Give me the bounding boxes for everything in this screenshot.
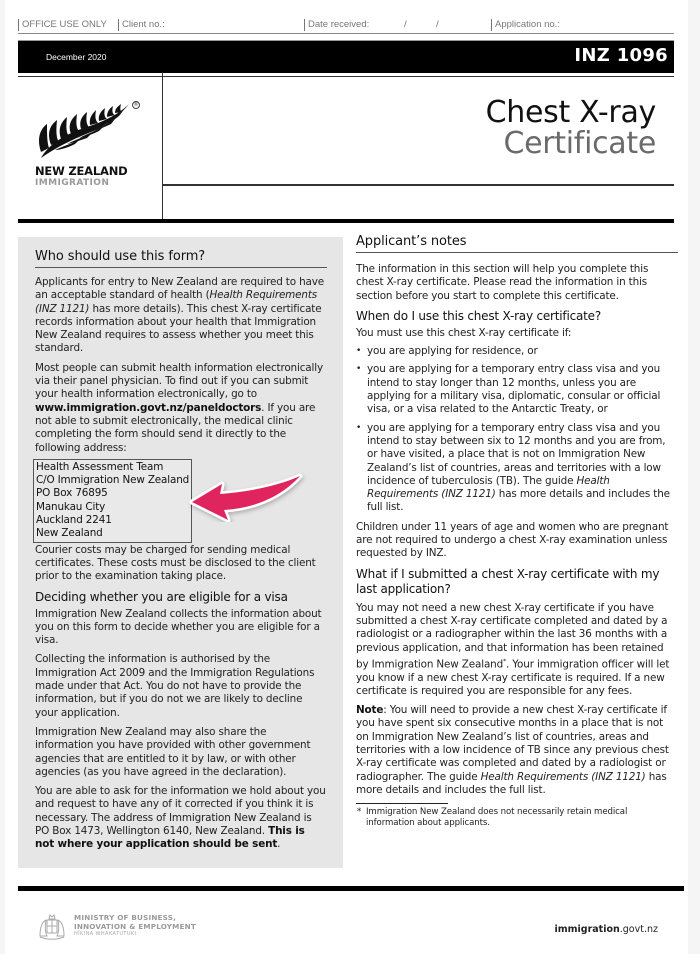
header-divider bbox=[18, 76, 674, 77]
mbie-line-1: MINISTRY OF BUSINESS, bbox=[74, 913, 177, 922]
mbie-line-3: HĪKINA WHAKATUTUKI bbox=[74, 931, 137, 937]
children-exemption-paragraph: Children under 11 years of age and women who are pregnant are not required to undergo a chest X-ray examination unless requested by INZ. bbox=[356, 520, 669, 560]
previous-certificate-paragraph: You may not need a new chest X-ray certificate if you have submitted a chest X-ray certificate completed and dated by a radiologist or a radiographer within the last 36 months with a previous application, and that information has been retained by Immigration New Zealand*. Your immigration officer will let you know if a new chest X-ray certificate is required. If a new certificate is required you are responsible for any fees. bbox=[356, 601, 670, 697]
logo-new-zealand: NEW ZEALAND bbox=[35, 164, 128, 178]
header-bottom-rule bbox=[18, 219, 674, 223]
application-no-field[interactable]: Application no.: bbox=[491, 19, 560, 31]
header-vertical-divider bbox=[162, 72, 163, 220]
who-should-use-heading: Who should use this form? bbox=[35, 249, 327, 268]
client-no-field[interactable]: Client no.: bbox=[118, 19, 165, 31]
mbie-logo bbox=[36, 912, 196, 946]
date-received-field[interactable]: Date received: bbox=[304, 19, 369, 31]
nz-immigration-logo bbox=[35, 100, 155, 188]
applicants-notes-heading: Applicant’s notes bbox=[356, 234, 678, 253]
address-line: PO Box 76895 bbox=[36, 487, 108, 500]
address-line: Auckland 2241 bbox=[36, 514, 112, 527]
previous-certificate-heading: What if I submitted a chest X-ray certificate with my last application? bbox=[356, 566, 660, 596]
health-requirements-ref: Health Requirements (INZ 1121) bbox=[35, 289, 318, 315]
not-application-address-note: This is not where your application should be sent bbox=[35, 824, 305, 851]
note-paragraph: Note: You will need to provide a new chest X-ray certificate if you have spent six consecutive months in a place that is not on Immigration New Zealand’s list of countries, areas and territories with a low incidence of TB since any previous chest X-ray certificate was completed and dated by a radiologist or radiographer. The guide Health Requirements (INZ 1121) has more details and includes the full list. bbox=[356, 704, 669, 796]
list-item: • you are applying for a temporary entry class visa and you intend to stay longer than 12 months, unless you are applying for a military visa, diplomatic, consular or official visa, or a visa related to the Antarctic Treaty, or bbox=[356, 363, 678, 416]
address-line: Manukau City bbox=[36, 500, 106, 513]
footnote: * Immigration New Zealand does not necessarily retain medical information about applicants. bbox=[357, 807, 628, 829]
sharing-paragraph: Immigration New Zealand may also share the information you have provided with other government agencies that are entitled to it by law, or with other agencies (as you have agreed in the declaration). bbox=[35, 725, 311, 778]
form-title bbox=[485, 95, 656, 161]
website-link[interactable]: immigration.govt.nz bbox=[554, 924, 658, 935]
date-slash: / bbox=[404, 19, 407, 30]
panel-doctors-link[interactable]: www.immigration.govt.nz/paneldoctors bbox=[35, 401, 262, 414]
mbie-line-2: INNOVATION & EMPLOYMENT bbox=[74, 921, 196, 931]
form-code: INZ 1096 bbox=[574, 45, 668, 66]
applicants-notes-column bbox=[356, 234, 678, 829]
logo-immigration: IMMIGRATION bbox=[35, 178, 110, 188]
authorisation-paragraph: Collecting the information is authorised by the Immigration Act 2009 and the Immigration Regulations made under that Act. You do not have to provide the information, but if you do not we are likely to decline your application. bbox=[35, 653, 315, 719]
form-date: December 2020 bbox=[46, 52, 107, 62]
electronic-submission-paragraph: Most people can submit health information electronically via their panel physician. To find out if you can submit your health information electronically, go to www.immigration.govt.nz/paneldoctors. If you are not able to submit electronically, the medical clinic completing the form should send it directly to the following address: bbox=[35, 361, 323, 454]
silver-fern-icon bbox=[35, 100, 135, 160]
courier-costs-paragraph: Courier costs may be charged for sending medical certificates. These costs must be disclosed to the client prior to the examination taking place. bbox=[35, 543, 316, 583]
office-use-only-label: OFFICE USE ONLY bbox=[18, 19, 107, 31]
health-standard-paragraph: Applicants for entry to New Zealand are required to have an acceptable standard of health (Health Requirements (INZ 1121) has more details). This chest X-ray certificate records information about your health that Immigration New Zealand requires to assess whether you meet this standard. bbox=[35, 276, 324, 355]
office-use-strip bbox=[18, 16, 674, 34]
when-to-use-intro: You must use this chest X-ray certificate if: bbox=[356, 326, 572, 339]
list-item: • you are applying for residence, or bbox=[356, 345, 678, 358]
header-band bbox=[18, 40, 674, 73]
list-item: • you are applying for a temporary entry class visa and you intend to stay between six to 12 months and you are from, or have visited, a place that is not on Immigration New Zealand’s list of countries, areas and territories with a low incidence of tuberculosis (TB). The guide Health Requirements (INZ 1121) has more details and includes the full list. bbox=[356, 422, 678, 515]
coat-of-arms-icon bbox=[36, 912, 68, 942]
when-to-use-heading: When do I use this chest X-ray certificate? bbox=[356, 308, 601, 323]
date-slash: / bbox=[436, 19, 439, 30]
pink-arrow-annotation-icon bbox=[188, 472, 308, 522]
title-line-1: Chest X-ray bbox=[485, 95, 656, 130]
address-line: C/O Immigration New Zealand bbox=[36, 474, 190, 487]
address-line: New Zealand bbox=[36, 527, 103, 540]
mailing-address-box bbox=[33, 459, 192, 543]
title-line-2: Certificate bbox=[503, 126, 656, 161]
correction-paragraph: You are able to ask for the information we hold about you and request to have any of it corrected if you think it is necessary. The address of Immigration New Zealand is PO Box 1473, Wellington 6140, New Zealand. This is not where your application should be sent. bbox=[35, 785, 326, 851]
notes-intro: The information in this section will help you complete this chest X-ray certificate. Please read the information in this section before you start to complete this certificate. bbox=[356, 263, 649, 302]
eligibility-paragraph: Immigration New Zealand collects the information about you on this form to decide whether you are eligible for a visa. bbox=[35, 607, 322, 647]
who-should-use-panel bbox=[18, 237, 343, 868]
address-line: Health Assessment Team bbox=[36, 460, 164, 473]
title-underline bbox=[162, 184, 674, 186]
when-to-use-list bbox=[356, 345, 678, 515]
footnote-divider bbox=[356, 803, 448, 804]
eligibility-heading: Deciding whether you are eligible for a visa bbox=[35, 589, 288, 604]
trademark-icon: ® bbox=[133, 101, 139, 108]
footer-rule bbox=[18, 886, 684, 891]
